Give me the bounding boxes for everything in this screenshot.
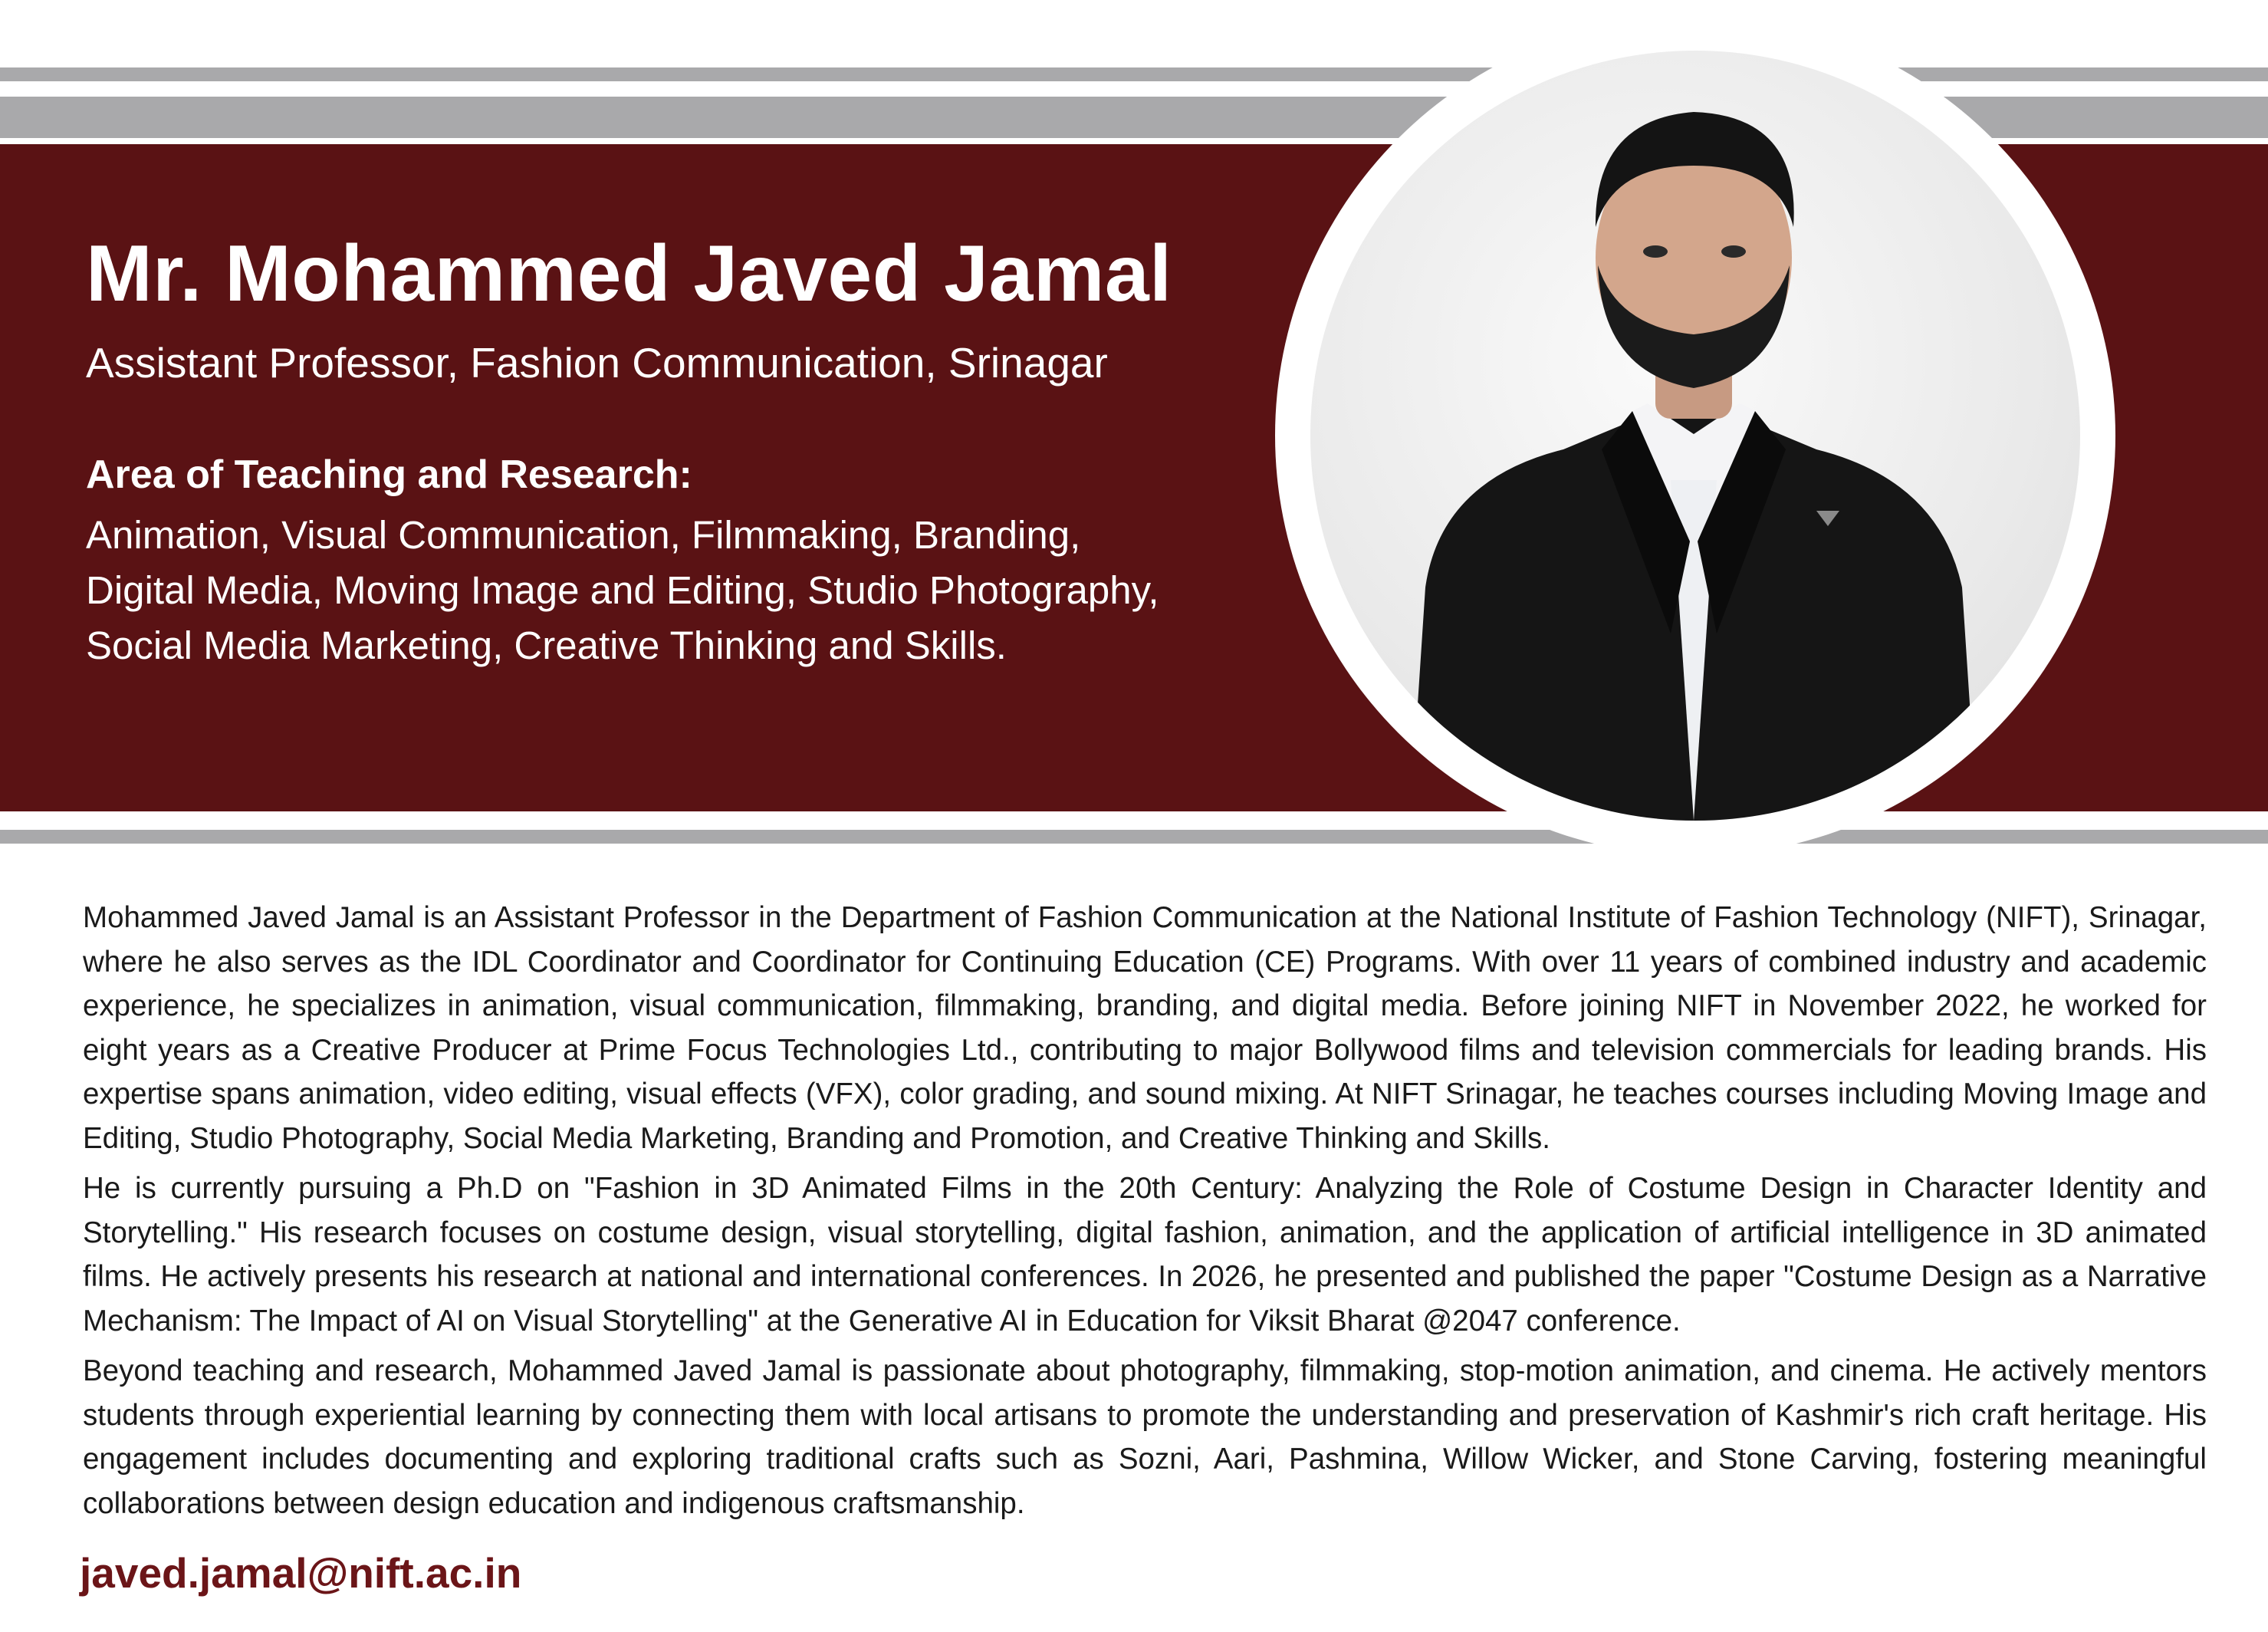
person-name: Mr. Mohammed Javed Jamal — [86, 229, 1172, 318]
area-line: Digital Media, Moving Image and Editing, Studio Photography, — [86, 568, 1159, 612]
biography — [83, 896, 2207, 1532]
area-list — [86, 508, 1159, 673]
area-line: Animation, Visual Communication, Filmmaking, Branding, — [86, 513, 1081, 557]
email-link[interactable]: javed.jamal@nift.ac.in — [80, 1549, 522, 1597]
bottom-stripe — [0, 830, 2268, 844]
area-line: Social Media Marketing, Creative Thinking and Skills. — [86, 624, 1007, 667]
bio-paragraph: He is currently pursuing a Ph.D on "Fashion in 3D Animated Films in the 20th Century: Analyzing the Role of Costume Design in Character Identity and Storytelling." His research focuses on costume design, visual storytelling, digital fashion, animation, and the application of artificial intelligence in 3D animated films. He actively presents his research at national and international conferences. In 2026, he presented and published the paper "Costume Design as a Narrative Mechanism: The Impact of AI on Visual Storytelling" at the Generative AI in Education for Viksit Bharat @2047 conference. — [83, 1172, 2207, 1338]
top-thin-stripe — [0, 67, 2268, 81]
portrait-photo — [1310, 51, 2080, 821]
bio-paragraph: Beyond teaching and research, Mohammed Javed Jamal is passionate about photography, filmmaking, stop-motion animation, and cinema. He actively mentors students through experiential learning by connecting them with local artisans to promote the understanding and preservation of Kashmir's rich craft heritage. His engagement includes documenting and exploring traditional crafts such as Sozni, Aari, Pashmina, Willow Wicker, and Stone Carving, fostering meaningful collaborations between design education and indigenous craftsmanship. — [83, 1354, 2207, 1520]
bio-paragraph: Mohammed Javed Jamal is an Assistant Professor in the Department of Fashion Communication at the National Institute of Fashion Technology (NIFT), Srinagar, where he also serves as the IDL Coordinator and Coordinator for Continuing Education (CE) Programs. With over 11 years of combined industry and academic experience, he specializes in animation, visual communication, filmmaking, branding, and digital media. Before joining NIFT in November 2022, he worked for eight years as a Creative Producer at Prime Focus Technologies Ltd., contributing to major Bollywood films and television commercials for leading brands. His expertise spans animation, video editing, visual effects (VFX), color grading, and sound mixing. At NIFT Srinagar, he teaches courses including Moving Image and Editing, Studio Photography, Social Media Marketing, Branding and Promotion, and Creative Thinking and Skills. — [83, 901, 2207, 1155]
person-designation: Assistant Professor, Fashion Communication, Srinagar — [86, 339, 1108, 387]
portrait-illustration — [1310, 51, 2080, 821]
area-heading: Area of Teaching and Research: — [86, 452, 692, 497]
